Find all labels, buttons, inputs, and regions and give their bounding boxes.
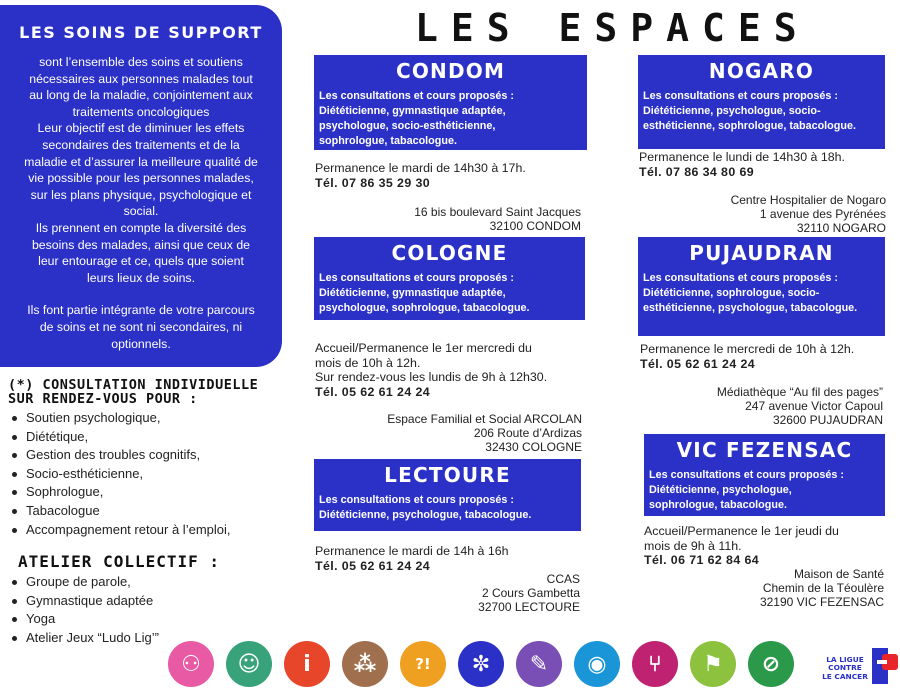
logo-mark-icon <box>870 646 900 686</box>
list-item: Accompagnement retour à l’emploi, <box>8 521 231 540</box>
services-line: esthéticienne, sophrologue, tabacologue. <box>643 120 856 132</box>
address-line: Médiathèque “Au fil des pages” <box>716 385 883 399</box>
phone-number: Tél. 05 62 61 24 24 <box>315 384 431 399</box>
support-line: au long de la maladie, conjointement aux <box>29 88 253 103</box>
mirror-icon: ◉ <box>574 641 620 687</box>
schedule-line: Permanence le mercredi de 10h à 12h. <box>640 342 855 356</box>
place-name: PUJAUDRAN <box>689 241 834 265</box>
address-line: 16 bis boulevard Saint Jacques <box>414 205 581 219</box>
place-name: VIC FEZENSAC <box>676 438 853 462</box>
schedule-nogaro <box>639 150 845 179</box>
logo-text: LA LIGUE CONTRE LE CANCER <box>822 655 868 681</box>
services-line: Diététicienne, psychologue, socio- <box>643 105 821 117</box>
list-item: Diététique, <box>8 428 231 447</box>
individual-title-line1: (*) CONSULTATION INDIVIDUELLE <box>8 377 259 393</box>
phone-number: Tél. 07 86 34 80 69 <box>639 164 755 179</box>
schedule-line: Permanence le lundi de 14h30 à 18h. <box>639 150 845 164</box>
support-line: leurs lieux de soins. <box>87 270 195 285</box>
schedule-pujaudran <box>640 342 854 371</box>
place-name: CONDOM <box>395 59 506 83</box>
services-line: sophrologue, tabacologue. <box>319 135 457 147</box>
services-lead: Les consultations et cours proposés : <box>649 469 844 481</box>
schedule-vic-fezensac <box>644 524 839 568</box>
support-title: LES SOINS DE SUPPORT <box>19 23 263 42</box>
place-box-nogaro <box>638 55 885 149</box>
services-line: Diététicienne, psychologue, tabacologue. <box>319 509 532 521</box>
schedule-line: mois de 10h à 12h. <box>315 355 421 370</box>
list-item: Yoga <box>8 610 159 629</box>
support-line: besoins des malades, ainsi que ceux de <box>31 237 251 252</box>
address-line: Centre Hospitalier de Nogaro <box>730 193 886 207</box>
address-vic-fezensac <box>760 567 884 609</box>
schedule-line: Accueil/Permanence le 1er mercredi du <box>315 341 532 355</box>
support-line: sur les plans physique, psychologique et <box>30 187 252 202</box>
phone-number: Tél. 05 62 61 24 24 <box>640 356 756 371</box>
list-item: Soutien psychologique, <box>8 409 231 428</box>
address-line: 32600 PUJAUDRAN <box>772 413 883 427</box>
schedule-line: Accueil/Permanence le 1er jeudi du <box>644 524 839 538</box>
support-line: Ils prennent en compte la diversité des <box>35 220 247 235</box>
collective-title: ATELIER COLLECTIF : <box>18 552 221 571</box>
makeup-icon: ✎ <box>516 641 562 687</box>
services-lead: Les consultations et cours proposés : <box>319 494 514 506</box>
nutrition-icon: ⑂ <box>632 641 678 687</box>
address-lectoure <box>478 572 580 614</box>
place-box-pujaudran <box>638 237 885 336</box>
list-item: Gymnastique adaptée <box>8 592 159 611</box>
place-name: NOGARO <box>708 59 815 83</box>
list-item: Groupe de parole, <box>8 573 159 592</box>
info-icon: i <box>284 641 330 687</box>
exercise-icon: ⚑ <box>690 641 736 687</box>
place-box-vic-fezensac <box>644 434 885 516</box>
support-card <box>0 5 282 367</box>
address-line: 247 avenue Victor Capoul <box>745 399 883 413</box>
schedule-line: Sur rendez-vous les lundis de 9h à 12h30. <box>315 370 548 384</box>
support-line: social. <box>123 204 159 219</box>
schedule-lectoure <box>315 544 509 573</box>
schedule-line: Permanence le mardi de 14h30 à 17h. <box>315 161 526 175</box>
place-box-lectoure <box>314 459 581 531</box>
phone-number: Tél. 05 62 61 24 24 <box>315 558 431 573</box>
services-line: Diététicienne, psychologue, <box>649 484 792 496</box>
place-name: LECTOURE <box>384 463 511 487</box>
services-line: Diététicienne, gymnastique adaptée, <box>319 105 506 117</box>
support-line: de soins et ne sont ni secondaires, ni <box>39 319 243 334</box>
support-line: Leur objectif est de diminuer les effets <box>37 121 245 136</box>
support-line: maladie et d’assurer la meilleure qualité de <box>24 154 258 169</box>
support-line: traitements oncologiques <box>72 104 210 119</box>
support-line: sont l’ensemble des soins et soutiens <box>39 55 243 69</box>
main-title: LES ESPACES <box>415 6 810 50</box>
address-line: 32110 NOGARO <box>796 221 886 235</box>
services-line: psychologue, sophrologue, tabacologue. <box>319 302 530 314</box>
individual-title <box>8 378 258 406</box>
place-box-condom <box>314 55 587 150</box>
address-cologne <box>387 412 582 454</box>
psychology-icon: ☺ <box>226 641 272 687</box>
address-condom <box>414 205 581 233</box>
address-line: 206 Route d’Ardizas <box>473 426 582 440</box>
support-line: nécessaires aux personnes malades tout <box>29 71 253 86</box>
schedule-line: mois de 9h à 11h. <box>644 538 742 553</box>
list-item: Gestion des troubles cognitifs, <box>8 446 231 465</box>
address-line: 32700 LECTOURE <box>478 600 580 614</box>
services-lead: Les consultations et cours proposés : <box>643 272 838 284</box>
ligue-contre-le-cancer-logo <box>818 646 900 692</box>
support-text <box>10 54 272 352</box>
address-line: Chemin de la Téoulère <box>762 581 884 595</box>
schedule-condom <box>315 161 526 190</box>
support-line: Ils font partie intégrante de votre parcours <box>27 303 255 318</box>
services-lead: Les consultations et cours proposés : <box>643 90 838 102</box>
address-line: 32430 COLOGNE <box>485 440 582 454</box>
phone-number: Tél. 06 71 62 84 64 <box>644 553 760 567</box>
list-item: Sophrologue, <box>8 483 231 502</box>
individual-list <box>8 409 231 539</box>
services-line: Diététicienne, sophrologue, socio- <box>643 287 820 299</box>
list-item: Atelier Jeux “Ludo Lig’” <box>8 629 159 648</box>
support-line: vie possible pour les personnes malades, <box>28 171 254 186</box>
support-line: secondaires des traitements et de la <box>42 137 240 152</box>
place-box-cologne <box>314 237 585 320</box>
address-pujaudran <box>717 385 883 427</box>
address-line: 1 avenue des Pyrénées <box>759 207 886 221</box>
group-icon: ⁂ <box>342 641 388 687</box>
schedule-line: Permanence le mardi de 14h à 16h <box>315 544 509 558</box>
address-nogaro <box>731 193 886 235</box>
discussion-icon: ?! <box>400 641 446 687</box>
services-lead: Les consultations et cours proposés : <box>319 90 514 102</box>
yoga-icon: ✼ <box>458 641 504 687</box>
services-line: sophrologue, tabacologue. <box>649 499 787 511</box>
collective-list <box>8 573 159 647</box>
services-line: psychologue, socio-esthéticienne, <box>319 120 496 132</box>
address-line: 32190 VIC FEZENSAC <box>759 595 884 609</box>
individual-title-line2: SUR RENDEZ-VOUS POUR : <box>8 391 198 407</box>
list-item: Socio-esthéticienne, <box>8 465 231 484</box>
schedule-cologne <box>315 341 547 399</box>
services-line: Diététicienne, gymnastique adaptée, <box>319 287 506 299</box>
no-smoking-icon: ⊘ <box>748 641 794 687</box>
phone-number: Tél. 07 86 35 29 30 <box>315 175 431 190</box>
address-line: 32100 CONDOM <box>489 219 581 233</box>
address-line: 2 Cours Gambetta <box>481 586 580 600</box>
list-item: Tabacologue <box>8 502 231 521</box>
services-line: esthéticienne, psychologue, tabacologue. <box>643 302 858 314</box>
support-line: leur entourage et ce, quels que soient <box>38 254 244 269</box>
place-name: COLOGNE <box>391 241 508 265</box>
support-line: optionnels. <box>111 336 171 351</box>
services-lead: Les consultations et cours proposés : <box>319 272 514 284</box>
address-line: CCAS <box>546 572 580 586</box>
address-line: Espace Familial et Social ARCOLAN <box>387 412 582 426</box>
family-icon: ⚇ <box>168 641 214 687</box>
address-line: Maison de Santé <box>793 567 884 581</box>
